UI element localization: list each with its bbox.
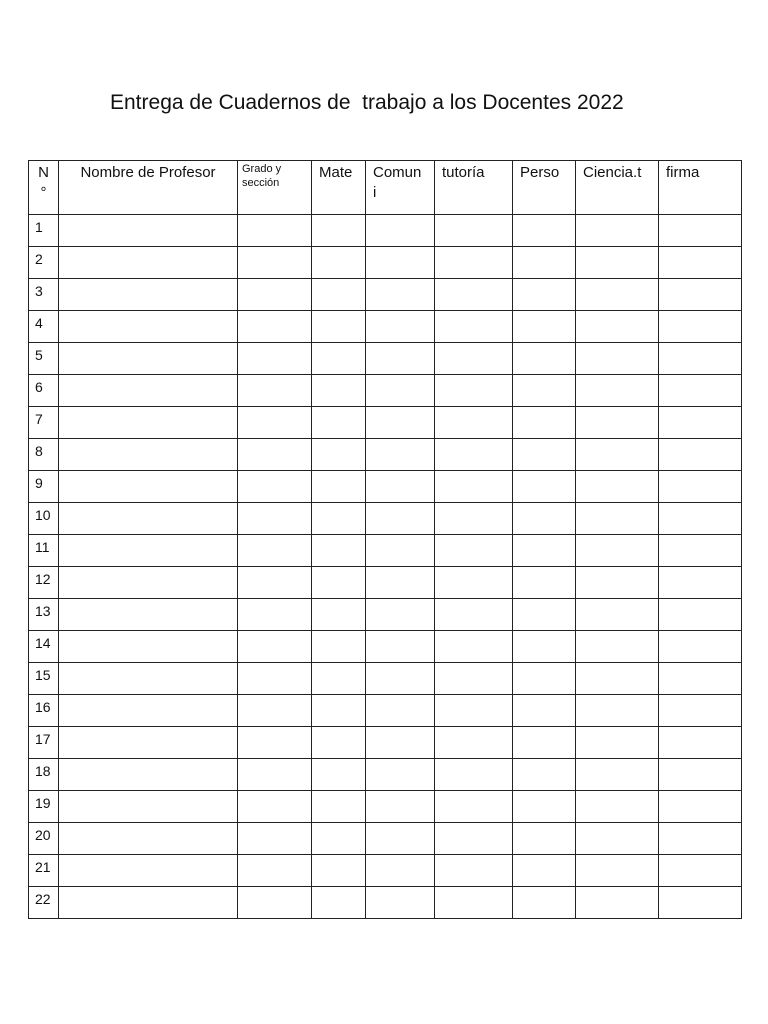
cell-grado-seccion[interactable]	[238, 375, 312, 407]
table-row	[29, 567, 742, 599]
cell-perso[interactable]	[513, 343, 576, 375]
table-body	[29, 215, 742, 919]
cell-tutoria[interactable]	[435, 343, 513, 375]
cell-ciencia[interactable]	[576, 439, 659, 471]
cell-firma[interactable]	[659, 439, 742, 471]
cell-grado-seccion[interactable]	[238, 343, 312, 375]
cell-grado-seccion[interactable]	[238, 695, 312, 727]
cell-nombre-profesor[interactable]	[59, 503, 238, 535]
cell-num: 22	[29, 887, 59, 919]
cell-perso[interactable]	[513, 759, 576, 791]
cell-grado-seccion[interactable]	[238, 759, 312, 791]
cell-comuni[interactable]	[366, 503, 435, 535]
cell-firma[interactable]	[659, 887, 742, 919]
cell-firma[interactable]	[659, 311, 742, 343]
cell-tutoria[interactable]	[435, 439, 513, 471]
cell-nombre-profesor[interactable]	[59, 887, 238, 919]
table-row	[29, 695, 742, 727]
cell-nombre-profesor[interactable]	[59, 471, 238, 503]
cell-perso[interactable]	[513, 311, 576, 343]
cell-grado-seccion[interactable]	[238, 823, 312, 855]
cell-grado-seccion[interactable]	[238, 599, 312, 631]
cell-perso[interactable]	[513, 663, 576, 695]
cell-num: 11	[29, 535, 59, 567]
cell-perso[interactable]	[513, 823, 576, 855]
cell-mate[interactable]	[312, 855, 366, 887]
cell-perso[interactable]	[513, 791, 576, 823]
cell-perso[interactable]	[513, 279, 576, 311]
cell-firma[interactable]	[659, 471, 742, 503]
cell-mate[interactable]	[312, 407, 366, 439]
cell-perso[interactable]	[513, 215, 576, 247]
cell-comuni[interactable]	[366, 439, 435, 471]
cell-ciencia[interactable]	[576, 631, 659, 663]
cell-firma[interactable]	[659, 375, 742, 407]
cell-perso[interactable]	[513, 407, 576, 439]
cell-ciencia[interactable]	[576, 887, 659, 919]
cell-grado-seccion[interactable]	[238, 631, 312, 663]
cell-tutoria[interactable]	[435, 599, 513, 631]
cell-ciencia[interactable]	[576, 855, 659, 887]
cell-perso[interactable]	[513, 503, 576, 535]
table-row	[29, 599, 742, 631]
cell-num: 6	[29, 375, 59, 407]
cell-mate[interactable]	[312, 791, 366, 823]
cell-nombre-profesor[interactable]	[59, 631, 238, 663]
cell-num: 2	[29, 247, 59, 279]
cell-mate[interactable]	[312, 439, 366, 471]
cell-nombre-profesor[interactable]	[59, 759, 238, 791]
cell-num: 10	[29, 503, 59, 535]
cell-firma[interactable]	[659, 599, 742, 631]
delivery-table	[28, 160, 742, 919]
cell-num: 21	[29, 855, 59, 887]
cell-firma[interactable]	[659, 535, 742, 567]
cell-nombre-profesor[interactable]	[59, 695, 238, 727]
cell-num: 14	[29, 631, 59, 663]
header-firma: firma	[659, 161, 742, 215]
cell-grado-seccion[interactable]	[238, 663, 312, 695]
cell-tutoria[interactable]	[435, 759, 513, 791]
table-row	[29, 823, 742, 855]
cell-comuni[interactable]	[366, 663, 435, 695]
cell-perso[interactable]	[513, 887, 576, 919]
table-row	[29, 887, 742, 919]
header-num: N °	[29, 161, 59, 215]
cell-nombre-profesor[interactable]	[59, 279, 238, 311]
cell-ciencia[interactable]	[576, 791, 659, 823]
cell-tutoria[interactable]	[435, 407, 513, 439]
cell-tutoria[interactable]	[435, 663, 513, 695]
cell-comuni[interactable]	[366, 727, 435, 759]
cell-num: 8	[29, 439, 59, 471]
cell-tutoria[interactable]	[435, 375, 513, 407]
header-tutoria: tutoría	[435, 161, 513, 215]
cell-nombre-profesor[interactable]	[59, 567, 238, 599]
cell-mate[interactable]	[312, 887, 366, 919]
cell-ciencia[interactable]	[576, 471, 659, 503]
cell-num: 19	[29, 791, 59, 823]
cell-mate[interactable]	[312, 631, 366, 663]
cell-comuni[interactable]	[366, 887, 435, 919]
cell-ciencia[interactable]	[576, 503, 659, 535]
cell-grado-seccion[interactable]	[238, 567, 312, 599]
cell-ciencia[interactable]	[576, 215, 659, 247]
cell-grado-seccion[interactable]	[238, 279, 312, 311]
cell-grado-seccion[interactable]	[238, 471, 312, 503]
cell-mate[interactable]	[312, 343, 366, 375]
cell-comuni[interactable]	[366, 791, 435, 823]
cell-comuni[interactable]	[366, 279, 435, 311]
cell-ciencia[interactable]	[576, 311, 659, 343]
table-row	[29, 727, 742, 759]
cell-grado-seccion[interactable]	[238, 407, 312, 439]
table-header-row	[29, 161, 742, 215]
cell-perso[interactable]	[513, 439, 576, 471]
cell-perso[interactable]	[513, 471, 576, 503]
cell-comuni[interactable]	[366, 855, 435, 887]
cell-firma[interactable]	[659, 823, 742, 855]
cell-num: 4	[29, 311, 59, 343]
cell-num: 7	[29, 407, 59, 439]
cell-ciencia[interactable]	[576, 759, 659, 791]
header-perso: Perso	[513, 161, 576, 215]
cell-num: 13	[29, 599, 59, 631]
cell-comuni[interactable]	[366, 599, 435, 631]
cell-tutoria[interactable]	[435, 631, 513, 663]
table-row	[29, 215, 742, 247]
cell-mate[interactable]	[312, 471, 366, 503]
cell-num: 17	[29, 727, 59, 759]
table-row	[29, 407, 742, 439]
cell-tutoria[interactable]	[435, 791, 513, 823]
cell-grado-seccion[interactable]	[238, 439, 312, 471]
cell-grado-seccion[interactable]	[238, 247, 312, 279]
cell-nombre-profesor[interactable]	[59, 599, 238, 631]
cell-tutoria[interactable]	[435, 311, 513, 343]
cell-grado-seccion[interactable]	[238, 215, 312, 247]
cell-grado-seccion[interactable]	[238, 791, 312, 823]
cell-ciencia[interactable]	[576, 727, 659, 759]
cell-perso[interactable]	[513, 599, 576, 631]
cell-mate[interactable]	[312, 247, 366, 279]
cell-firma[interactable]	[659, 503, 742, 535]
cell-nombre-profesor[interactable]	[59, 535, 238, 567]
cell-firma[interactable]	[659, 759, 742, 791]
cell-nombre-profesor[interactable]	[59, 663, 238, 695]
cell-mate[interactable]	[312, 503, 366, 535]
cell-mate[interactable]	[312, 727, 366, 759]
cell-comuni[interactable]	[366, 343, 435, 375]
cell-perso[interactable]	[513, 855, 576, 887]
table-row	[29, 759, 742, 791]
cell-mate[interactable]	[312, 663, 366, 695]
cell-tutoria[interactable]	[435, 855, 513, 887]
header-grado-seccion: Grado y sección	[238, 161, 312, 215]
cell-comuni[interactable]	[366, 759, 435, 791]
table-row	[29, 663, 742, 695]
cell-num: 20	[29, 823, 59, 855]
cell-tutoria[interactable]	[435, 887, 513, 919]
cell-grado-seccion[interactable]	[238, 887, 312, 919]
cell-firma[interactable]	[659, 407, 742, 439]
cell-firma[interactable]	[659, 695, 742, 727]
cell-tutoria[interactable]	[435, 247, 513, 279]
header-comuni: Comun i	[366, 161, 435, 215]
cell-num: 5	[29, 343, 59, 375]
cell-tutoria[interactable]	[435, 535, 513, 567]
cell-nombre-profesor[interactable]	[59, 311, 238, 343]
table-row	[29, 631, 742, 663]
cell-comuni[interactable]	[366, 695, 435, 727]
cell-grado-seccion[interactable]	[238, 727, 312, 759]
table-row	[29, 855, 742, 887]
cell-grado-seccion[interactable]	[238, 503, 312, 535]
table-row	[29, 247, 742, 279]
cell-comuni[interactable]	[366, 215, 435, 247]
cell-nombre-profesor[interactable]	[59, 407, 238, 439]
cell-mate[interactable]	[312, 279, 366, 311]
cell-ciencia[interactable]	[576, 343, 659, 375]
table-row	[29, 375, 742, 407]
cell-tutoria[interactable]	[435, 471, 513, 503]
cell-firma[interactable]	[659, 727, 742, 759]
cell-perso[interactable]	[513, 247, 576, 279]
cell-tutoria[interactable]	[435, 503, 513, 535]
cell-firma[interactable]	[659, 215, 742, 247]
cell-num: 15	[29, 663, 59, 695]
cell-nombre-profesor[interactable]	[59, 855, 238, 887]
cell-mate[interactable]	[312, 695, 366, 727]
cell-mate[interactable]	[312, 215, 366, 247]
header-ciencia: Ciencia.t	[576, 161, 659, 215]
cell-tutoria[interactable]	[435, 279, 513, 311]
cell-perso[interactable]	[513, 567, 576, 599]
cell-num: 1	[29, 215, 59, 247]
cell-comuni[interactable]	[366, 311, 435, 343]
cell-grado-seccion[interactable]	[238, 535, 312, 567]
cell-ciencia[interactable]	[576, 535, 659, 567]
cell-perso[interactable]	[513, 695, 576, 727]
cell-mate[interactable]	[312, 599, 366, 631]
cell-comuni[interactable]	[366, 567, 435, 599]
cell-mate[interactable]	[312, 567, 366, 599]
cell-comuni[interactable]	[366, 375, 435, 407]
table-row	[29, 535, 742, 567]
header-mate: Mate	[312, 161, 366, 215]
cell-comuni[interactable]	[366, 631, 435, 663]
cell-comuni[interactable]	[366, 535, 435, 567]
cell-perso[interactable]	[513, 535, 576, 567]
cell-ciencia[interactable]	[576, 695, 659, 727]
cell-tutoria[interactable]	[435, 215, 513, 247]
cell-tutoria[interactable]	[435, 823, 513, 855]
cell-tutoria[interactable]	[435, 567, 513, 599]
cell-nombre-profesor[interactable]	[59, 727, 238, 759]
cell-nombre-profesor[interactable]	[59, 791, 238, 823]
table-row	[29, 471, 742, 503]
cell-ciencia[interactable]	[576, 663, 659, 695]
cell-num: 3	[29, 279, 59, 311]
table-row	[29, 791, 742, 823]
cell-mate[interactable]	[312, 823, 366, 855]
cell-comuni[interactable]	[366, 247, 435, 279]
cell-tutoria[interactable]	[435, 727, 513, 759]
cell-ciencia[interactable]	[576, 407, 659, 439]
cell-perso[interactable]	[513, 631, 576, 663]
cell-grado-seccion[interactable]	[238, 311, 312, 343]
cell-firma[interactable]	[659, 343, 742, 375]
cell-nombre-profesor[interactable]	[59, 247, 238, 279]
cell-num: 12	[29, 567, 59, 599]
cell-firma[interactable]	[659, 567, 742, 599]
cell-num: 16	[29, 695, 59, 727]
cell-ciencia[interactable]	[576, 599, 659, 631]
cell-mate[interactable]	[312, 311, 366, 343]
cell-nombre-profesor[interactable]	[59, 215, 238, 247]
cell-ciencia[interactable]	[576, 375, 659, 407]
cell-firma[interactable]	[659, 631, 742, 663]
cell-ciencia[interactable]	[576, 823, 659, 855]
cell-nombre-profesor[interactable]	[59, 823, 238, 855]
cell-perso[interactable]	[513, 375, 576, 407]
cell-mate[interactable]	[312, 535, 366, 567]
cell-ciencia[interactable]	[576, 247, 659, 279]
cell-nombre-profesor[interactable]	[59, 375, 238, 407]
cell-tutoria[interactable]	[435, 695, 513, 727]
cell-comuni[interactable]	[366, 471, 435, 503]
cell-nombre-profesor[interactable]	[59, 343, 238, 375]
cell-comuni[interactable]	[366, 823, 435, 855]
document-title: Entrega de Cuadernos de trabajo a los Docentes 2022	[110, 91, 624, 114]
cell-ciencia[interactable]	[576, 279, 659, 311]
cell-firma[interactable]	[659, 791, 742, 823]
cell-mate[interactable]	[312, 759, 366, 791]
table-row	[29, 311, 742, 343]
cell-comuni[interactable]	[366, 407, 435, 439]
cell-num: 9	[29, 471, 59, 503]
cell-firma[interactable]	[659, 663, 742, 695]
cell-ciencia[interactable]	[576, 567, 659, 599]
header-nombre-profesor: Nombre de Profesor	[59, 161, 238, 215]
cell-grado-seccion[interactable]	[238, 855, 312, 887]
cell-perso[interactable]	[513, 727, 576, 759]
cell-firma[interactable]	[659, 247, 742, 279]
cell-firma[interactable]	[659, 855, 742, 887]
table-row	[29, 343, 742, 375]
cell-nombre-profesor[interactable]	[59, 439, 238, 471]
table-row	[29, 439, 742, 471]
table-row	[29, 279, 742, 311]
cell-num: 18	[29, 759, 59, 791]
cell-mate[interactable]	[312, 375, 366, 407]
cell-firma[interactable]	[659, 279, 742, 311]
table-row	[29, 503, 742, 535]
